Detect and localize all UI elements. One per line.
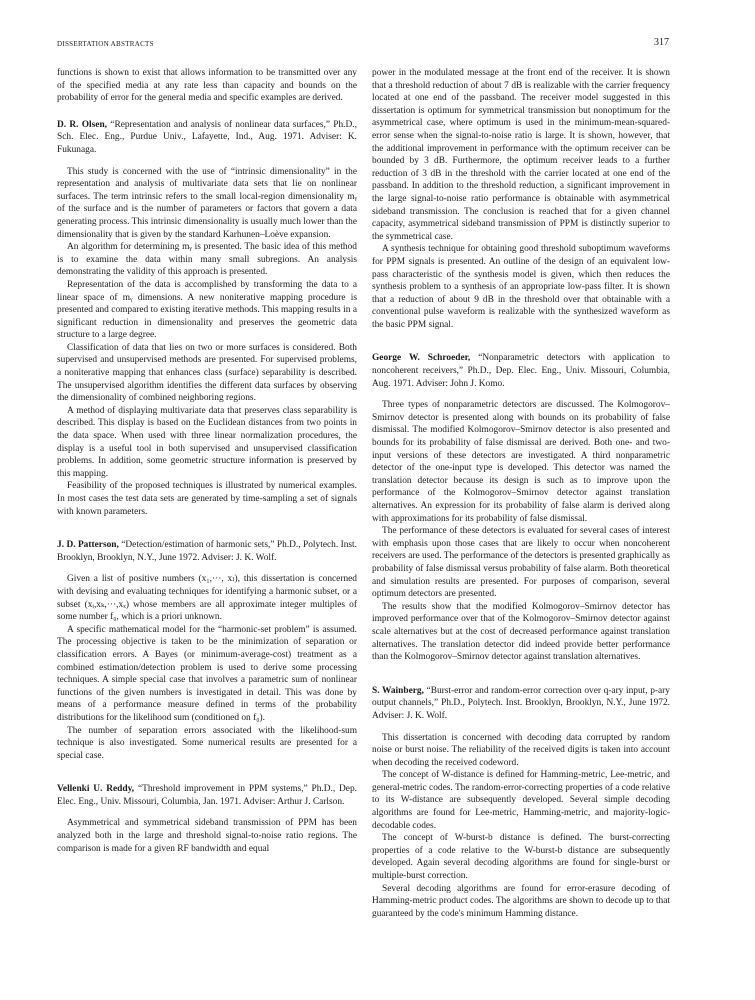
left-column: [57, 67, 357, 855]
abstract-paragraph: The concept of W-burst-b distance is defined. The burst-correcting properties of a code relative to the W-burst-b distance are subsequently developed. Again several decoding algorithms are found for single-burst or multiple-burst correction.: [372, 833, 670, 882]
page-number: 317: [654, 37, 669, 48]
abstract-paragraph: Representation of the data is accomplished by transforming the data to a linear space of mᵧ dimensions. A new noniterative mapping procedure is presented and compared to existing iterative methods. This mapping results in a significant reduction in dimensionality and preserves the geometric data structure to a large degree.: [57, 279, 357, 341]
continuation-paragraph: power in the modulated message at the front end of the receiver. It is shown that a threshold reduction of about 7 dB is realizable with the carrier frequency located at one end of the passband. The receiver model suggested in this dissertation is optimum for symmetrical transmission but nonoptimum for the asymmetrical case, where optimum is used in the minimum-mean-squared-error sense when the signal-to-noise ratio is large. It is shown, however, that the additional improvement in performance with the optimum receiver can be bounded by 3 dB. Furthermore, the optimum receiver leads to a further reduction of 3 dB in the threshold with the carrier located at one end of the passband. In addition to the threshold reduction, a significant improvement in the large signal-to-noise ratio performance is obtainable with asymmetrical sideband transmission. The conclusion is reached that for a given channel capacity, asymmetrical sideband transmission of PPM is distinctly superior to the symmetrical case.: [372, 68, 670, 242]
citation: “Representation and analysis of nonlinear data surfaces,” Ph.D., Sch. Elec. Eng., Purdue Univ., Lafayette, Ind., Aug. 1971. Adviser: K. Fukunaga.: [57, 119, 357, 155]
abstract-paragraph: Several decoding algorithms are found for error-erasure decoding of Hamming-metric product codes. The algorithms are shown to decode up to that guaranteed by the code's minimum Hamming distance.: [372, 883, 670, 919]
citation: “Threshold improvement in PPM systems,” Ph.D., Dep. Elec. Eng., Univ. Missouri, Columbia, Jan. 1971. Adviser: Arthur J. Carlson.: [57, 784, 357, 807]
citation: “Detection/estimation of harmonic sets,” Ph.D., Polytech. Inst. Brooklyn, Brooklyn, N.Y., June 1972. Adviser: J. K. Wolf.: [57, 540, 357, 563]
abstract-entry-olsen: [57, 119, 357, 157]
abstract-entry-schroeder: [372, 352, 670, 390]
abstract-paragraph: Asymmetrical and symmetrical sideband transmission of PPM has been analyzed both in the large and threshold signal-to-noise ratio regions. The comparison is made for a given RF bandwidth and equal: [57, 818, 357, 854]
abstract-paragraph: This dissertation is concerned with decoding data corrupted by random noise or burst noise. The reliability of the received digits is taken into account when decoding the received codeword.: [372, 732, 670, 768]
abstract-paragraph: The results show that the modified Kolmogorov–Smirnov detector has improved performance over that of the Kolmogorov–Smirnov detector against scale alternatives but at the cost of decreased performance against translation alternatives. The translation detector did indeed provide better performance than the Kolmogorov–Smirnov detector against translation alternatives.: [372, 601, 670, 663]
abstract-paragraph: An algorithm for determining mᵧ is presented. The basic idea of this method is to examine the data within many small subregions. An analysis demonstrating the validity of this approach is presented.: [57, 242, 357, 278]
author-name: Vellenki U. Reddy,: [57, 784, 135, 795]
abstract-entry-reddy: [57, 783, 357, 808]
right-column: [372, 67, 670, 920]
abstract-paragraph: This study is concerned with the use of “intrinsic dimensionality” in the representation and analysis of multivariate data sets that lie on nonlinear surfaces. The term intrinsic refers to the small local-region dimensionality mᵧ of the surface and is the number of parameters or factors that govern a data generating process. This intrinsic dimensionality is usually much lower than the dimensionality that is given by the standard Karhunen–Loève expansion.: [57, 166, 357, 240]
author-name: George W. Schroeder,: [372, 353, 471, 364]
abstract-paragraph: The performance of these detectors is evaluated for several cases of interest with emphasis upon those cases that are likely to occur when noncoherent receivers are used. The performance of the detectors is presented graphically as probability of false dismissal versus probability of false alarm. Both theoretical and simulation results are presented. For purposes of comparison, several optimum detectors are presented.: [372, 526, 670, 600]
abstract-paragraph: The number of separation errors associated with the likelihood-sum technique is also investigated. Some numerical results are presented for a special case.: [57, 725, 357, 761]
abstract-entry-wainberg: [372, 685, 670, 723]
abstract-paragraph: Classification of data that lies on two or more surfaces is considered. Both supervised and unsupervised methods are presented. For supervised problems, a noniterative mapping that enhances class (surface) separability is described. The unsupervised algorithm identifies the different data surfaces by observing the dimensionality of combined neighboring regions.: [57, 342, 357, 404]
author-name: D. R. Olsen,: [57, 119, 108, 130]
citation: “Nonparametric detectors with application to noncoherent receivers,” Ph.D., Dep. Elec. Eng., Univ. Missouri, Columbia, Aug. 1971. Adviser: John J. Komo.: [372, 353, 670, 389]
abstract-paragraph: Feasibility of the proposed techniques is illustrated by numerical examples. In most cases the test data sets are generated by time-sampling a set of signals with known parameters.: [57, 481, 357, 517]
author-name: J. D. Patterson,: [57, 540, 119, 551]
continuation-paragraph: A synthesis technique for obtaining good threshold suboptimum waveforms for PPM signals is presented. An outline of the design of an equivalent low-pass characteristic of the synthesis model is given, which then reduces the synthesis problem to a synthesis of an appropriate low-pass filter. It is shown that a reduction of about 9 dB in the threshold over that obtainable with a conventional pulse waveform is realizable with the synthesized waveform as the basic PPM signal.: [372, 244, 670, 330]
citation: “Burst-error and random-error correction over q-ary input, p-ary output channels,” Ph.D., Polytech. Inst. Brooklyn, Brooklyn, N.Y., June 1972. Adviser: J. K. Wolf.: [372, 685, 670, 721]
continuation-paragraph: functions is shown to exist that allows information to be transmitted over any of the specified media at any rate less than capacity and bounds on the probability of error for the general media and specific examples are derived.: [57, 68, 357, 104]
abstract-paragraph: The concept of W-distance is defined for Hamming-metric, Lee-metric, and general-metric codes. The random-error-correcting properties of a code relative to its W-distance are subsequently developed. Several simple decoding algorithms are found for Lee-metric, Hamming-metric, and majority-logic-decodable codes.: [372, 770, 670, 831]
abstract-paragraph: A specific mathematical model for the “harmonic-set problem” is assumed. The processing objective is taken to be the minimization of separation or classification errors. A Bayes (or minimum-average-cost) treatment as a combined estimation/detection problem is used to derive some processing techniques. A simple special case that involves a parametric sum of nonlinear functions of the given numbers is investigated in detail. This was done by means of a performance measure defined in terms of the probability distributions for the likelihood sum (conditioned on f₀).: [57, 624, 357, 723]
abstract-entry-patterson: [57, 539, 357, 564]
abstract-paragraph: Three types of nonparametric detectors are discussed. The Kolmogorov–Smirnov detector is presented along with bounds on its probability of false dismissal. The modified Kolmogorov–Smirnov detector is also presented and bounds for its probability of false dismissal are derived. Both one- and two-input versions of these detectors are investigated. A third nonparametric detector of the one-input type is developed. This detector was named the translation detector because its design is such as to improve upon the performance of the Kolmogorov–Smirnov detector against translation alternatives. An expression for its probability of false alarm is derived along with approximations for its probability of false dismissal.: [372, 400, 670, 524]
running-head: DISSERTATION ABSTRACTS: [57, 40, 154, 48]
abstract-paragraph: A method of displaying multivariate data that preserves class separability is described. This display is based on the Euclidean distances from two points in the data space. When used with three linear normalization procedures, the display is a useful tool in both supervised and unsupervised classification problems. In addition, some geometric structure information is preserved by this mapping.: [57, 405, 357, 479]
author-name: S. Wainberg,: [372, 685, 424, 696]
abstract-paragraph: Given a list of positive numbers (x₁,···, xₗ), this dissertation is concerned with devising and evaluating techniques for identifying a harmonic subset, or a subset (xᵢ,xₖ,···,xₓ) whose members are all approximate integer multiples of some number f₀, which is a priori unknown.: [57, 574, 357, 623]
